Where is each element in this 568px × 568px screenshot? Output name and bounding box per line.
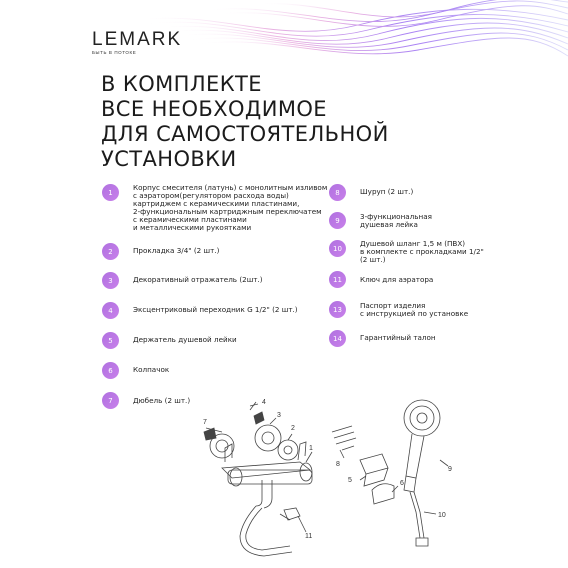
diagram-callouts xyxy=(203,399,452,540)
callout-label: 10 xyxy=(438,512,446,519)
callout-label: 11 xyxy=(305,533,313,540)
callout-label: 1 xyxy=(309,445,313,452)
item-description: Шуруп (2 шт.) xyxy=(360,187,414,196)
heading-line-3: ДЛЯ САМОСТОЯТЕЛЬНОЙ xyxy=(101,122,389,146)
item-number-badge: 7 xyxy=(102,392,119,409)
item-number-badge: 10 xyxy=(329,240,346,257)
item-description: Дюбель (2 шт.) xyxy=(133,396,191,405)
callout-label: 8 xyxy=(336,461,340,468)
item-number-badge: 4 xyxy=(102,302,119,319)
item-number-badge: 8 xyxy=(329,184,346,201)
brand-tagline: БЫТЬ В ПОТОКЕ xyxy=(92,50,137,55)
item-description: Паспорт изделия с инструкцией по установке xyxy=(360,301,469,318)
item-description: 3-функциональная душевая лейка xyxy=(360,212,432,229)
heading-line-2: ВСЕ НЕОБХОДИМОЕ xyxy=(101,97,327,121)
item-description: Прокладка 3/4" (2 шт.) xyxy=(133,246,220,255)
item-description: Эксцентриковый переходник G 1/2" (2 шт.) xyxy=(133,305,298,314)
item-description: Корпус смесителя (латунь) с монолитным изливом с аэратором(регулятором расхода воды) картриджем с керамическими пластинами, 2-функциональным картриджным переключатем с керамическими пластинами и металлическими рукоятками xyxy=(133,183,328,232)
item-number-badge: 5 xyxy=(102,332,119,349)
item-number-badge: 1 xyxy=(102,184,119,201)
item-number-badge: 9 xyxy=(329,212,346,229)
callout-label: 2 xyxy=(291,425,295,432)
callout-label: 4 xyxy=(262,399,266,406)
heading-line-4: УСТАНОВКИ xyxy=(101,147,237,171)
item-number-badge: 14 xyxy=(329,330,346,347)
parts-drawing xyxy=(204,400,448,556)
item-description: Гарантийный талон xyxy=(360,333,436,342)
heading-line-1: В КОМПЛЕКТЕ xyxy=(101,72,262,96)
callout-label: 7 xyxy=(203,419,207,426)
item-description: Ключ для аэратора xyxy=(360,275,434,284)
callout-label: 3 xyxy=(277,412,281,419)
item-number-badge: 11 xyxy=(329,271,346,288)
callout-label: 9 xyxy=(448,466,452,473)
item-description: Колпачок xyxy=(133,365,170,374)
callout-label: 6 xyxy=(400,480,404,487)
item-description: Декоративный отражатель (2шт.) xyxy=(133,275,263,284)
item-number-badge: 13 xyxy=(329,301,346,318)
item-description: Душевой шланг 1,5 м (ПВХ) в комплекте с прокладками 1/2" (2 шт.) xyxy=(360,239,484,264)
item-number-badge: 3 xyxy=(102,272,119,289)
item-number-badge: 6 xyxy=(102,362,119,379)
item-number-badge: 2 xyxy=(102,243,119,260)
callout-label: 5 xyxy=(348,477,352,484)
brand-name: LEMARK xyxy=(92,29,183,50)
item-description: Держатель душевой лейки xyxy=(133,335,237,344)
